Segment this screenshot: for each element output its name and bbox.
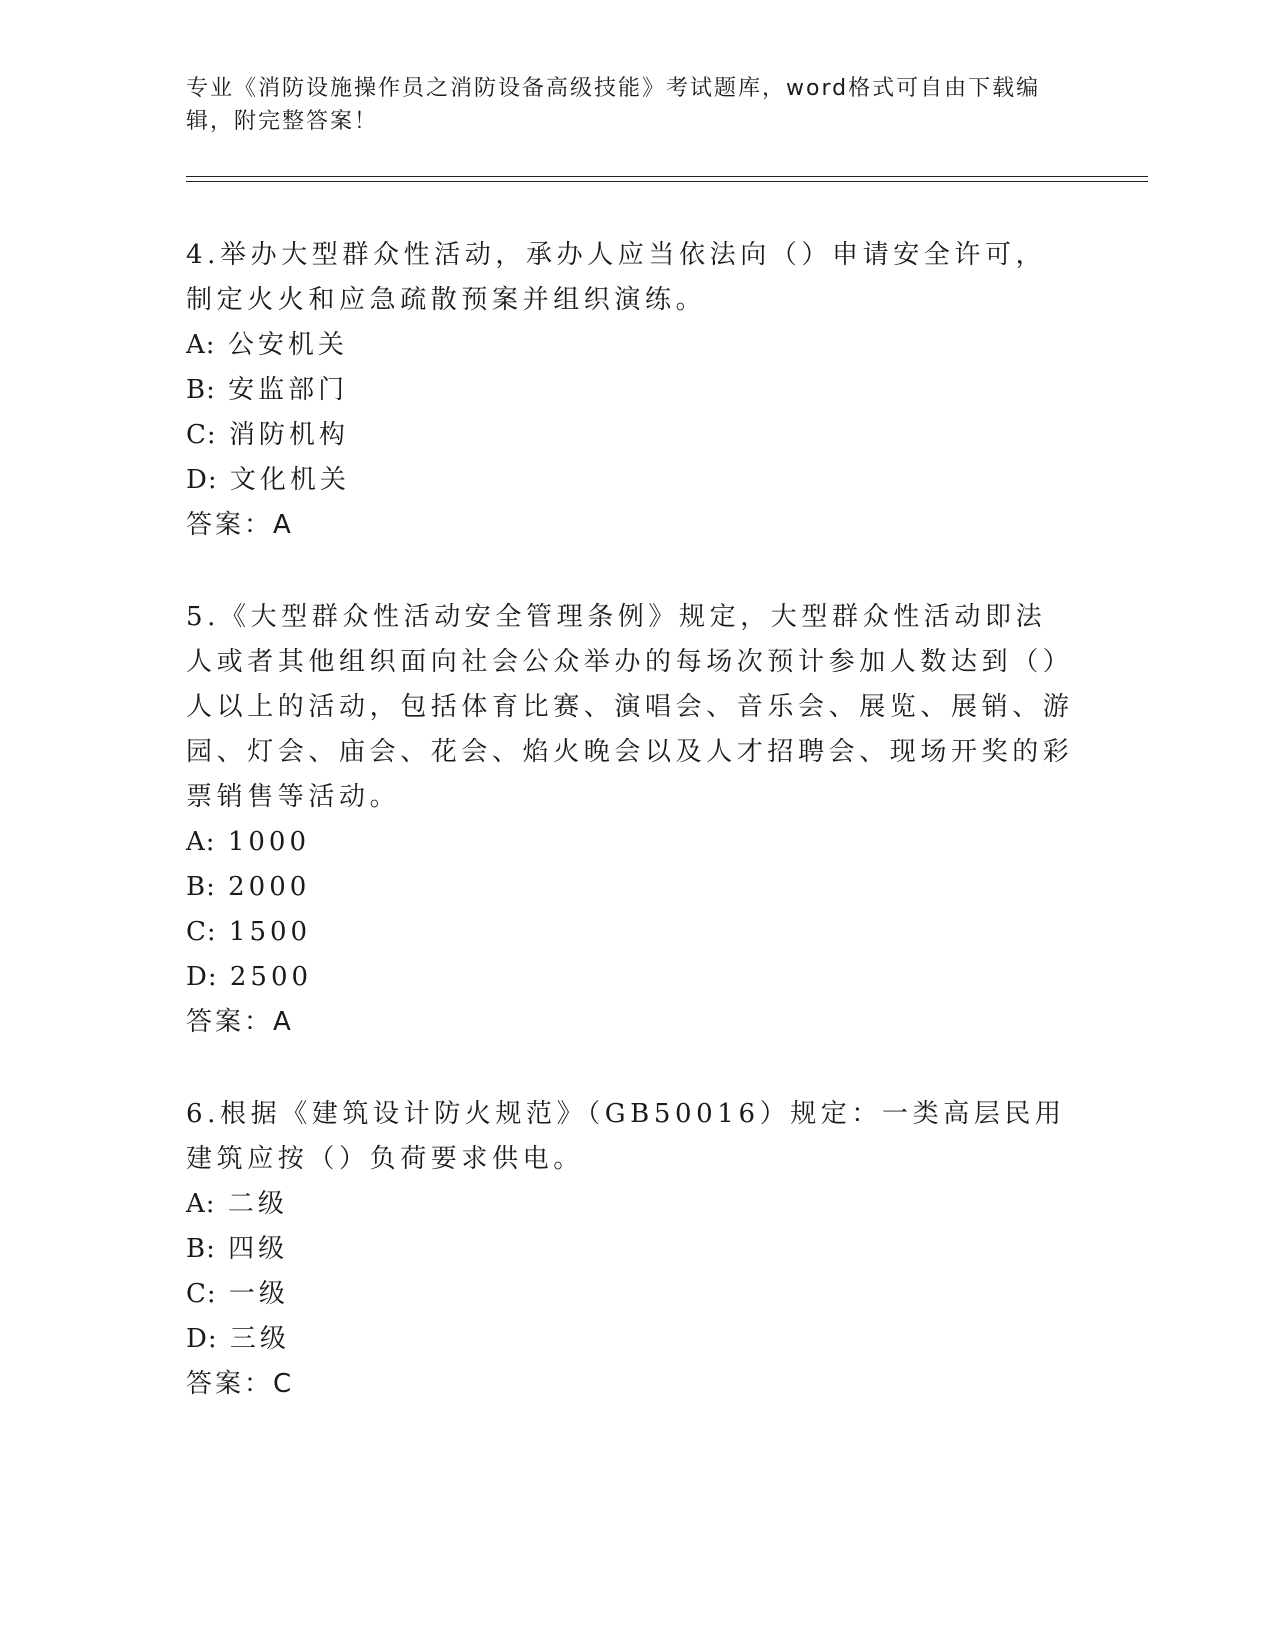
- option-text: 一级: [228, 1279, 289, 1309]
- option-label: C:: [186, 1279, 217, 1309]
- option-c: [186, 413, 1076, 458]
- option-d: [186, 458, 1076, 503]
- option-a: [186, 1182, 1076, 1227]
- question-text: 6.根据《建筑设计防火规范》（GB50016）规定：一类高层民用建筑应按（）负荷要求供电。: [186, 1099, 1066, 1174]
- option-label: A:: [186, 1189, 216, 1219]
- option-text: 消防机构: [228, 420, 349, 450]
- option-text: 1500: [228, 917, 312, 947]
- option-text: 1000: [227, 827, 310, 857]
- option-d: [186, 955, 1076, 1000]
- answer: 答案：A: [186, 1007, 294, 1037]
- option-label: C:: [186, 420, 217, 450]
- option-label: B:: [186, 375, 216, 405]
- answer: 答案：C: [186, 1369, 295, 1399]
- option-b: [186, 865, 1076, 910]
- option-text: 公安机关: [227, 330, 348, 360]
- question-4: [186, 233, 1076, 548]
- option-text: 三级: [229, 1324, 290, 1354]
- option-b: [186, 368, 1076, 413]
- option-a: [186, 323, 1076, 368]
- question-text: 5.《大型群众性活动安全管理条例》规定，大型群众性活动即法人或者其他组织面向社会公众举办的每场次预计参加人数达到（）人以上的活动，包括体育比赛、演唱会、音乐会、展览、展销、游园、灯会、庙会、花会、焰火晚会以及人才招聘会、现场开奖的彩票销售等活动。: [186, 602, 1074, 812]
- header-intro: 专业《消防设施操作员之消防设备高级技能》考试题库，word格式可自由下载编辑，附完整答案！: [186, 76, 1041, 134]
- option-label: D:: [186, 1324, 218, 1354]
- option-b: [186, 1227, 1076, 1272]
- question-text: 4.举办大型群众性活动，承办人应当依法向（）申请安全许可，制定火火和应急疏散预案并组织演练。: [186, 240, 1047, 315]
- option-d: [186, 1317, 1076, 1362]
- option-text: 二级: [227, 1189, 288, 1219]
- option-a: [186, 820, 1076, 865]
- option-label: D:: [186, 962, 218, 992]
- question-5: [186, 595, 1076, 1045]
- option-text: 文化机关: [229, 465, 350, 495]
- option-label: B:: [186, 1234, 216, 1264]
- question-6: [186, 1092, 1076, 1407]
- answer: 答案：A: [186, 510, 294, 540]
- option-text: 安监部门: [228, 375, 349, 405]
- option-label: B:: [186, 872, 216, 902]
- header-divider-bottom: [186, 181, 1148, 182]
- option-label: A:: [186, 330, 216, 360]
- header-divider-top: [186, 176, 1148, 177]
- option-label: D:: [186, 465, 218, 495]
- option-label: A:: [186, 827, 216, 857]
- option-text: 2500: [229, 962, 313, 992]
- option-label: C:: [186, 917, 217, 947]
- option-text: 2000: [228, 872, 311, 902]
- option-text: 四级: [228, 1234, 289, 1264]
- option-c: [186, 1272, 1076, 1317]
- option-c: [186, 910, 1076, 955]
